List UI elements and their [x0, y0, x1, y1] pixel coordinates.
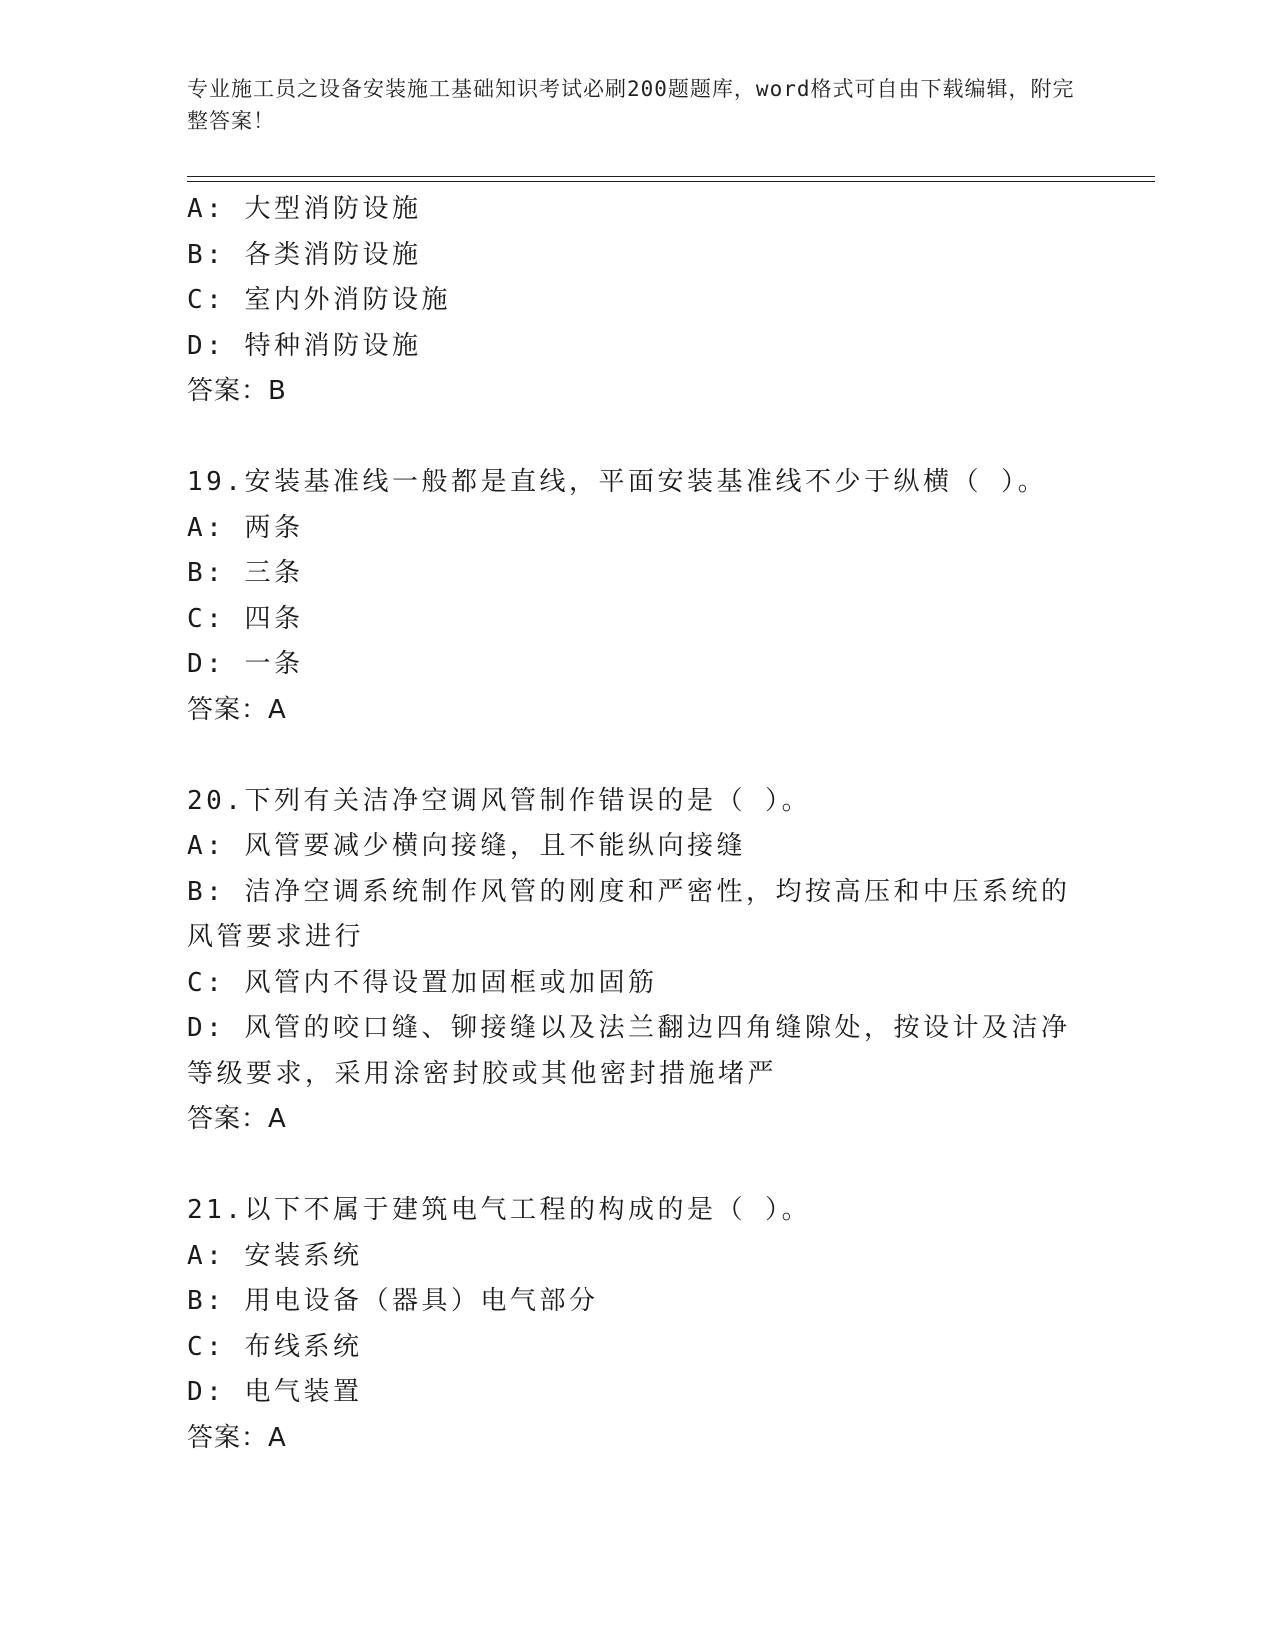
header-rule-top [187, 176, 1155, 177]
option-b: B: 洁净空调系统制作风管的刚度和严密性，均按高压和中压系统的风管要求进行 [187, 876, 1071, 952]
document-header [187, 73, 1087, 137]
option-c: C: 室内外消防设施 [187, 285, 451, 315]
answer-line: 答案：A [187, 1104, 287, 1134]
option-d: D: 电气装置 [187, 1377, 363, 1407]
option-d: D: 特种消防设施 [187, 330, 422, 361]
option-c: C: 四条 [187, 603, 304, 634]
header-text: 专业施工员之设备安装施工基础知识考试必刷200题题库，word格式可自由下载编辑，附完整答案！ [187, 77, 1075, 133]
answer-line: 答案：B [187, 376, 287, 406]
question-21 [187, 1188, 1087, 1461]
question-18-continued [187, 187, 1087, 415]
question-20 [187, 779, 1087, 1143]
option-a: A: 风管要减少横向接缝，且不能纵向接缝 [187, 831, 746, 861]
answer-line: 答案：A [187, 1422, 287, 1453]
option-b: B: 三条 [187, 558, 304, 588]
question-list [187, 187, 1087, 1461]
spacer [187, 733, 1087, 779]
question-stem: 19.安装基准线一般都是直线，平面安装基准线不少于纵横（ ）。 [187, 467, 1048, 497]
option-c: C: 布线系统 [187, 1331, 363, 1362]
option-a: A: 安装系统 [187, 1240, 363, 1271]
question-19 [187, 460, 1087, 733]
option-a: A: 大型消防设施 [187, 194, 422, 224]
option-d: D: 风管的咬口缝、铆接缝以及法兰翻边四角缝隙处，按设计及洁净等级要求，采用涂密封胶或其他密封措施堵严 [187, 1013, 1071, 1089]
option-c: C: 风管内不得设置加固框或加固筋 [187, 967, 658, 998]
question-stem: 20.下列有关洁净空调风管制作错误的是（ ）。 [187, 785, 812, 816]
option-b: B: 各类消防设施 [187, 239, 422, 270]
answer-line: 答案：A [187, 694, 287, 725]
option-a: A: 两条 [187, 512, 304, 543]
option-d: D: 一条 [187, 649, 304, 679]
spacer [187, 415, 1087, 461]
spacer [187, 1143, 1087, 1189]
option-b: B: 用电设备（器具）电气部分 [187, 1286, 599, 1316]
question-stem: 21.以下不属于建筑电气工程的构成的是（ ）。 [187, 1195, 812, 1225]
header-rule-bottom [187, 181, 1155, 182]
